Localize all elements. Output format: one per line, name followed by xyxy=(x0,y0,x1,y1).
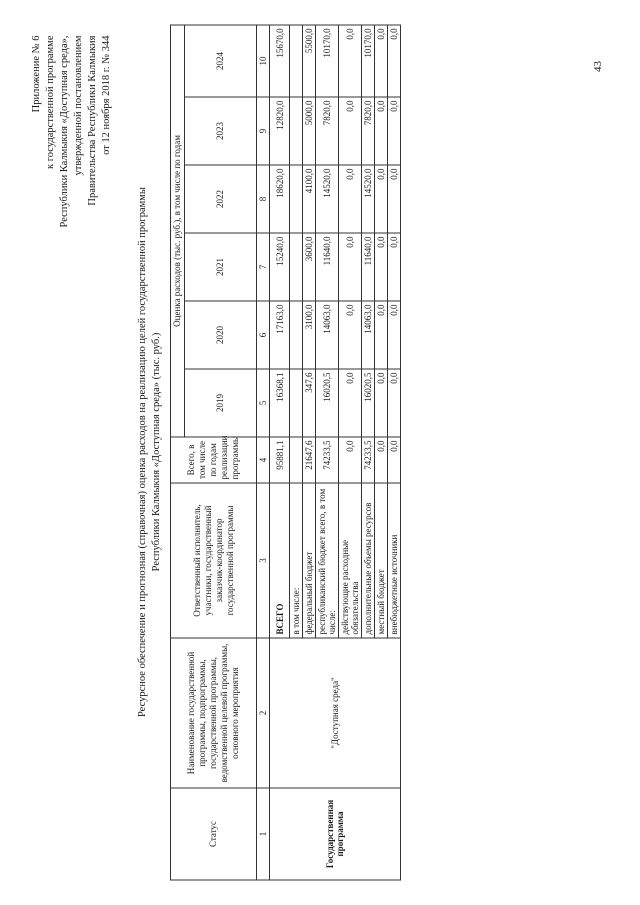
year-value: 15670,0 xyxy=(270,25,290,97)
year-value: 0,0 xyxy=(339,369,362,437)
year-value: 0,0 xyxy=(388,97,401,165)
column-number: 10 xyxy=(257,25,270,97)
year-value: 0,0 xyxy=(388,369,401,437)
year-value: 7820,0 xyxy=(362,97,375,165)
year-value: 0,0 xyxy=(375,233,388,301)
column-number: 1 xyxy=(257,788,270,880)
year-value: 3600,0 xyxy=(303,233,316,301)
year-value: 0,0 xyxy=(375,369,388,437)
header-year: 2022 xyxy=(185,165,257,233)
header-year: 2023 xyxy=(185,97,257,165)
header-row xyxy=(171,25,185,880)
table-row xyxy=(270,25,290,880)
header-name: Наименование государственной программы, подпрограммы, государственной программы, ведомственной целевой программы, основного мероприятия xyxy=(171,638,257,788)
year-value: 0,0 xyxy=(339,233,362,301)
year-value: 5500,0 xyxy=(303,25,316,97)
year-value: 11640,0 xyxy=(316,233,339,301)
title-line-1: Ресурсное обеспечение и прогнозная (справочная) оценка расходов на реализацию целей государственной программы xyxy=(137,187,148,718)
year-value: 0,0 xyxy=(339,25,362,97)
year-value: 14520,0 xyxy=(316,165,339,233)
program-name-cell: "Доступная среда" xyxy=(270,638,401,788)
year-value xyxy=(290,233,303,301)
total-cell: 74233,5 xyxy=(316,437,339,483)
rotated-landscape-content xyxy=(20,10,620,895)
column-number: 5 xyxy=(257,369,270,437)
column-number-row xyxy=(257,25,270,880)
year-value: 17163,0 xyxy=(270,301,290,369)
year-value: 10170,0 xyxy=(362,25,375,97)
year-value: 0,0 xyxy=(388,301,401,369)
year-value: 0,0 xyxy=(388,165,401,233)
page-number: 43 xyxy=(592,61,604,72)
year-value: 3100,0 xyxy=(303,301,316,369)
total-cell: 95881,1 xyxy=(270,437,290,483)
year-value: 0,0 xyxy=(339,301,362,369)
year-value: 0,0 xyxy=(375,97,388,165)
column-number: 3 xyxy=(257,483,270,638)
appendix-line: Приложение № 6 xyxy=(31,35,42,113)
header-year: 2021 xyxy=(185,233,257,301)
total-cell: 0,0 xyxy=(375,437,388,483)
year-value: 16020,5 xyxy=(362,369,375,437)
appendix-line: от 12 ноября 2018 г. № 344 xyxy=(101,35,112,155)
year-value: 0,0 xyxy=(339,165,362,233)
title-line-2: Республики Калмыкия «Доступная среда» (тыс. руб.) xyxy=(151,332,162,572)
appendix-line: к государственной программе xyxy=(45,35,56,169)
year-value: 11640,0 xyxy=(362,233,375,301)
header-total: Всего, в том числе по годам реализации программы xyxy=(171,437,257,483)
year-value xyxy=(290,97,303,165)
year-value xyxy=(290,165,303,233)
total-cell xyxy=(290,437,303,483)
header-estimate: Оценка расходов (тыс. руб.), в том числе по годам xyxy=(171,25,185,437)
source-label: в том числе: xyxy=(290,483,303,638)
status-cell: Государственная программа xyxy=(270,788,401,880)
source-label: дополнительные объемы ресурсов xyxy=(362,483,375,638)
year-value: 15240,0 xyxy=(270,233,290,301)
appendix-line: Правительства Республики Калмыкия xyxy=(87,35,98,206)
year-value: 12820,0 xyxy=(270,97,290,165)
total-cell: 0,0 xyxy=(339,437,362,483)
year-value: 16368,1 xyxy=(270,369,290,437)
year-value: 4100,0 xyxy=(303,165,316,233)
header-year: 2024 xyxy=(185,25,257,97)
year-value: 347,6 xyxy=(303,369,316,437)
appendix-line: утвержденной постановлением xyxy=(73,35,84,176)
document-title xyxy=(136,10,164,895)
year-value: 14063,0 xyxy=(362,301,375,369)
year-value xyxy=(290,301,303,369)
appendix-line: Республики Калмыкия «Доступная среда», xyxy=(59,35,70,228)
year-value xyxy=(290,25,303,97)
total-cell: 74233,5 xyxy=(362,437,375,483)
year-value: 0,0 xyxy=(339,97,362,165)
year-value: 0,0 xyxy=(375,165,388,233)
source-label: республиканский бюджет всего, в том числе: xyxy=(316,483,339,638)
column-number: 8 xyxy=(257,165,270,233)
header-status: Статус xyxy=(171,788,257,880)
year-value: 10170,0 xyxy=(316,25,339,97)
source-label: федеральный бюджет xyxy=(303,483,316,638)
header-executor: Ответственный исполнитель, участники, государственный заказчик-координатор государственной программы xyxy=(171,483,257,638)
column-number: 7 xyxy=(257,233,270,301)
year-value: 16020,5 xyxy=(316,369,339,437)
year-value: 0,0 xyxy=(388,233,401,301)
column-number: 9 xyxy=(257,97,270,165)
year-value: 14520,0 xyxy=(362,165,375,233)
source-label: ВСЕГО xyxy=(270,483,290,638)
year-value: 18620,0 xyxy=(270,165,290,233)
header-year: 2019 xyxy=(185,369,257,437)
resource-table xyxy=(170,24,401,880)
year-value: 7820,0 xyxy=(316,97,339,165)
total-cell: 21647,6 xyxy=(303,437,316,483)
year-value: 0,0 xyxy=(375,301,388,369)
year-value: 5000,0 xyxy=(303,97,316,165)
column-number: 2 xyxy=(257,638,270,788)
column-number: 6 xyxy=(257,301,270,369)
column-number: 4 xyxy=(257,437,270,483)
source-label: местный бюджет xyxy=(375,483,388,638)
source-label: внебюджетные источники xyxy=(388,483,401,638)
source-label: действующие расходные обязательства xyxy=(339,483,362,638)
appendix-header xyxy=(30,36,114,416)
total-cell: 0,0 xyxy=(388,437,401,483)
year-value: 0,0 xyxy=(388,25,401,97)
header-year: 2020 xyxy=(185,301,257,369)
year-value: 14063,0 xyxy=(316,301,339,369)
year-value xyxy=(290,369,303,437)
year-value: 0,0 xyxy=(375,25,388,97)
